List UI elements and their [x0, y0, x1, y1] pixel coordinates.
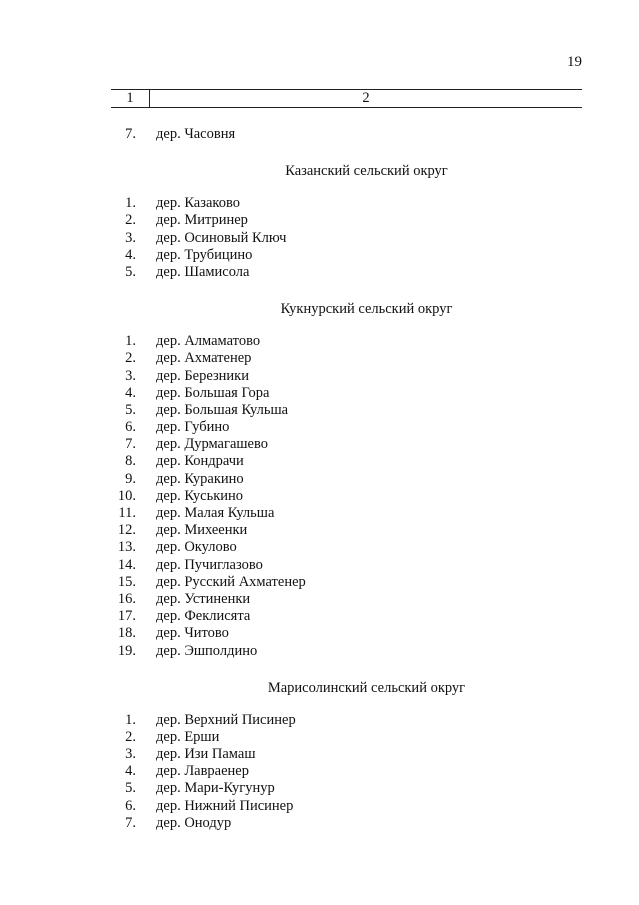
list-item: [0, 505, 639, 522]
item-number: 18.: [117, 625, 136, 642]
list-item: [0, 436, 639, 453]
item-name: дер. Большая Кульша: [156, 401, 289, 418]
item-number: 1.: [125, 711, 136, 728]
item-name: дер. Ахматенер: [156, 350, 252, 367]
item-number: 3.: [125, 746, 136, 763]
list-item: [0, 419, 639, 436]
item-number: 1.: [125, 333, 136, 350]
list-item: [0, 385, 639, 402]
item-name: дер. Верхний Писинер: [156, 711, 296, 728]
list-item: [0, 763, 639, 780]
list-item: [0, 712, 639, 729]
item-name: дер. Губино: [156, 419, 230, 436]
list-item: [0, 608, 639, 625]
list-item: [0, 350, 639, 367]
list-item: [0, 333, 639, 350]
section-list: [0, 712, 639, 832]
list-item: [0, 247, 639, 264]
list-item: [0, 746, 639, 763]
item-number: 3.: [125, 367, 136, 384]
item-number: 4.: [125, 246, 136, 263]
list-item: [0, 625, 639, 642]
section-list: [0, 195, 639, 281]
item-name: дер. Малая Кульша: [156, 505, 275, 521]
item-number: 17.: [117, 608, 136, 625]
list-item: [0, 368, 639, 385]
list-item: [0, 780, 639, 797]
item-name: дер. Пучиглазово: [156, 556, 263, 573]
list-item: [0, 798, 639, 815]
list-item: [0, 557, 639, 574]
list-item: [0, 643, 639, 660]
item-number: 5.: [125, 263, 136, 280]
header-bottom-rule: [111, 107, 582, 108]
document-body: [0, 126, 639, 832]
list-item: [0, 729, 639, 746]
item-number: 7.: [125, 126, 136, 142]
list-item: [0, 574, 639, 591]
item-number: 9.: [125, 470, 136, 487]
item-number: 1.: [125, 195, 136, 212]
item-name: дер. Осиновый Ключ: [156, 229, 287, 246]
item-name: дер. Устиненки: [156, 590, 251, 607]
item-name: дер. Алмаматово: [156, 333, 261, 350]
list-item: [0, 471, 639, 488]
list-item: [0, 212, 639, 229]
item-number: 19.: [117, 642, 136, 659]
column-2-number: 2: [362, 90, 370, 106]
item-name: дер. Русский Ахматенер: [156, 573, 306, 590]
item-name: дер. Онодур: [156, 814, 232, 831]
item-number: 6.: [125, 419, 136, 436]
item-number: 11.: [118, 505, 136, 521]
item-name: дер. Кондрачи: [156, 453, 244, 470]
item-number: 15.: [117, 573, 136, 590]
table-header: [111, 89, 582, 108]
list-item: [0, 264, 639, 281]
list-item: [0, 402, 639, 419]
item-name: дер. Большая Гора: [156, 384, 270, 401]
item-name: дер. Митринер: [156, 212, 248, 229]
item-number: 13.: [117, 539, 136, 556]
list-item: [0, 539, 639, 556]
section-list: [0, 333, 639, 660]
item-name: дер. Березники: [156, 367, 249, 384]
list-item: [0, 126, 639, 143]
item-number: 4.: [125, 384, 136, 401]
list-item: [0, 453, 639, 470]
item-number: 6.: [125, 797, 136, 814]
list-item: [0, 591, 639, 608]
item-name: дер. Эшполдино: [156, 642, 258, 659]
item-name: дер. Куськино: [156, 487, 244, 504]
list-item: [0, 230, 639, 247]
item-number: 10.: [117, 487, 136, 504]
list-item: [0, 815, 639, 832]
item-name: дер. Михеенки: [156, 522, 248, 539]
item-number: 14.: [117, 556, 136, 573]
item-name: дер. Феклисята: [156, 608, 251, 625]
item-number: 4.: [125, 763, 136, 780]
item-name: дер. Шамисола: [156, 263, 250, 280]
item-name: дер. Нижний Писинер: [156, 797, 294, 814]
item-name: дер. Ерши: [156, 728, 220, 745]
item-name: дер. Куракино: [156, 470, 244, 487]
item-name: дер. Мари-Кугунур: [156, 780, 275, 797]
section-heading: Марисолинский сельский округ: [267, 679, 466, 696]
item-number: 2.: [125, 728, 136, 745]
section-heading: Кукнурский сельский округ: [280, 301, 453, 318]
item-number: 8.: [125, 453, 136, 470]
list-item: [0, 522, 639, 539]
item-number: 16.: [117, 590, 136, 607]
page-number: 19: [567, 54, 582, 70]
item-name: дер. Изи Памаш: [156, 746, 256, 763]
item-name: дер. Окулово: [156, 539, 237, 556]
item-number: 7.: [125, 814, 136, 831]
item-number: 7.: [125, 436, 136, 453]
list-item: [0, 488, 639, 505]
item-name: дер. Читово: [156, 625, 229, 642]
item-number: 3.: [125, 229, 136, 246]
item-name: дер. Лавраенер: [156, 763, 249, 780]
column-1-number: 1: [126, 90, 134, 106]
section-heading: Казанский сельский округ: [285, 163, 448, 180]
item-number: 5.: [125, 780, 136, 797]
item-name: дер. Трубицино: [156, 246, 253, 263]
item-number: 12.: [117, 522, 136, 539]
item-name: дер. Дурмагашево: [156, 436, 268, 453]
item-number: 2.: [125, 212, 136, 229]
item-name: дер. Часовня: [156, 126, 236, 142]
item-number: 2.: [125, 350, 136, 367]
item-number: 5.: [125, 401, 136, 418]
list-item: [0, 195, 639, 212]
item-name: дер. Казаково: [156, 195, 240, 212]
